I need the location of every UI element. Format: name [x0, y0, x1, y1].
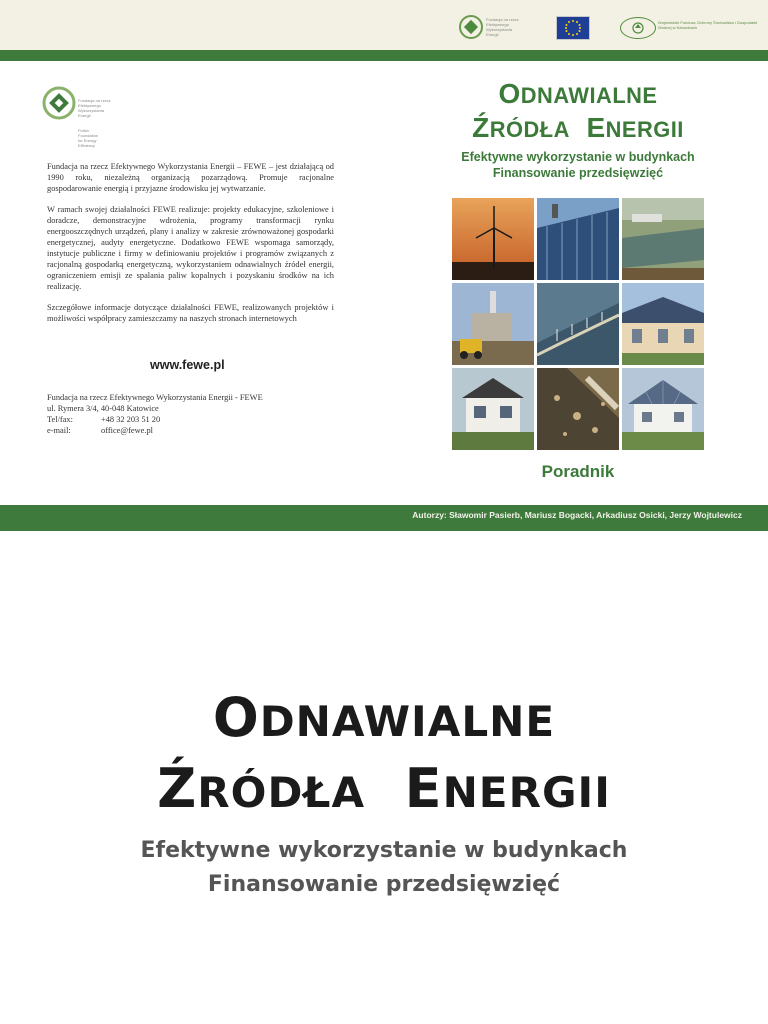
zoom-title-initial-z: Ź: [157, 757, 198, 820]
email-row: [47, 425, 263, 436]
fewe-logo-icon: [42, 86, 76, 120]
fewe-small-caption: Fundacja na rzecz Efektywnego Wykorzystania Energii: [486, 17, 519, 37]
photo-wood-chips: [537, 368, 619, 450]
zoom-subtitle-1: Efektywne wykorzystanie w budynkach: [140, 838, 628, 863]
zoom-title-rest-2a: RÓDŁA: [197, 768, 366, 817]
tel-label: Tel/fax:: [47, 415, 73, 424]
email-value[interactable]: office@fewe.pl: [101, 426, 153, 435]
zoom-title-line-1: [0, 686, 768, 749]
cover-title-initial-e: E: [586, 112, 606, 143]
about-paragraph-2: W ramach swojej działalności FEWE realizuje: projekty edukacyjne, szkoleniowe i doradcze, demonstracyjne wdrożenia, programy transformacji rynku energooszczędnych urządzeń, plany i analizy w zakresie zrównoważonej gospodarki energetycznej, audyty energetyczne. Dodatkowo FEWE wspomaga samorządy, instytucje publiczne i firmy w definiowaniu projektów i programów związanych z racjonalną gospodarką energetyczną, wykorzystaniem odnawialnych źródeł energii, ograniczeniem emisji ze spalania paliw kopalnych i pozyskaniu środków na ich realizację.: [47, 205, 334, 291]
photo-water-treatment: [622, 198, 704, 280]
photo-solar-house: [622, 283, 704, 365]
fewe-logo-caption-pl: Fundacja na rzecz Efektywnego Wykorzystania Energii: [78, 98, 111, 118]
cover-photo-grid: [452, 198, 704, 450]
cover-title-line-1: [450, 78, 706, 110]
fewe-logo-caption-en: Polish Foundation for Energy Efficiency: [78, 128, 99, 148]
photo-solar-collectors: [537, 198, 619, 280]
cover-title-initial-o: O: [498, 78, 521, 109]
website-link[interactable]: www.fewe.pl: [150, 358, 225, 372]
cover-subtitle-2: Finansowanie przedsięwzięć: [492, 166, 664, 180]
wfosigw-logo-icon: [620, 17, 656, 39]
photo-biomass-plant: [452, 283, 534, 365]
top-green-bar: [0, 50, 768, 61]
address-line-1: Fundacja na rzecz Efektywnego Wykorzystania Energii - FEWE: [47, 393, 263, 402]
cover-title-line-2: [450, 112, 706, 144]
authors-line: Autorzy: Sławomir Pasierb, Mariusz Bogacki, Arkadiusz Osicki, Jerzy Wojtulewicz: [412, 510, 742, 520]
cover-label-poradnik: Poradnik: [541, 462, 615, 481]
zoom-title-initial-o: O: [212, 686, 260, 749]
contact-block: [47, 392, 263, 436]
tel-value: +48 32 203 51 20: [101, 415, 161, 424]
cover-title-rest-2a: RÓDŁA: [489, 117, 570, 142]
cover-title-initial-z: Ź: [472, 112, 490, 143]
photo-solar-roof-house: [622, 368, 704, 450]
cover-title-rest-1: DNAWIALNE: [520, 83, 658, 108]
about-paragraph-1: Fundacja na rzecz Efektywnego Wykorzystania Energii – FEWE – jest działającą od 1990 roku, niezależną organizacją pozarządową. Promuje racjonalne gospodarowanie energią i przyjazne środowisku jej wytwarzanie.: [47, 162, 334, 193]
zoom-title-rest-1: DNAWIALNE: [259, 697, 556, 746]
wfosigw-text: Wojewódzki Fundusz Ochrony Środowiska i Gospodarki Wodnej w Katowicach: [658, 20, 758, 30]
cover-subtitle-1: Efektywne wykorzystanie w budynkach: [461, 150, 695, 164]
photo-suburban-house: [452, 368, 534, 450]
address-line-2: ul. Rymera 3/4, 40-048 Katowice: [47, 404, 159, 413]
eu-flag-icon: [556, 16, 590, 40]
fewe-small-logo-icon: [458, 14, 484, 40]
tel-row: [47, 414, 263, 425]
email-label: e-mail:: [47, 426, 71, 435]
photo-offshore-wind: [537, 283, 619, 365]
photo-wind-turbine: [452, 198, 534, 280]
cover-title-rest-2b: NERGII: [605, 117, 684, 142]
zoom-title-rest-2b: NERGII: [442, 768, 611, 817]
zoom-subtitle-2: Finansowanie przedsięwzięć: [207, 872, 561, 897]
zoom-title-line-2: [0, 757, 768, 820]
zoom-title-initial-e: E: [404, 757, 443, 820]
about-paragraph-3: Szczegółowe informacje dotyczące działalności FEWE, realizowanych projektów i możliwości współpracy zamieszczamy na naszych stronach internetowych: [47, 303, 334, 323]
